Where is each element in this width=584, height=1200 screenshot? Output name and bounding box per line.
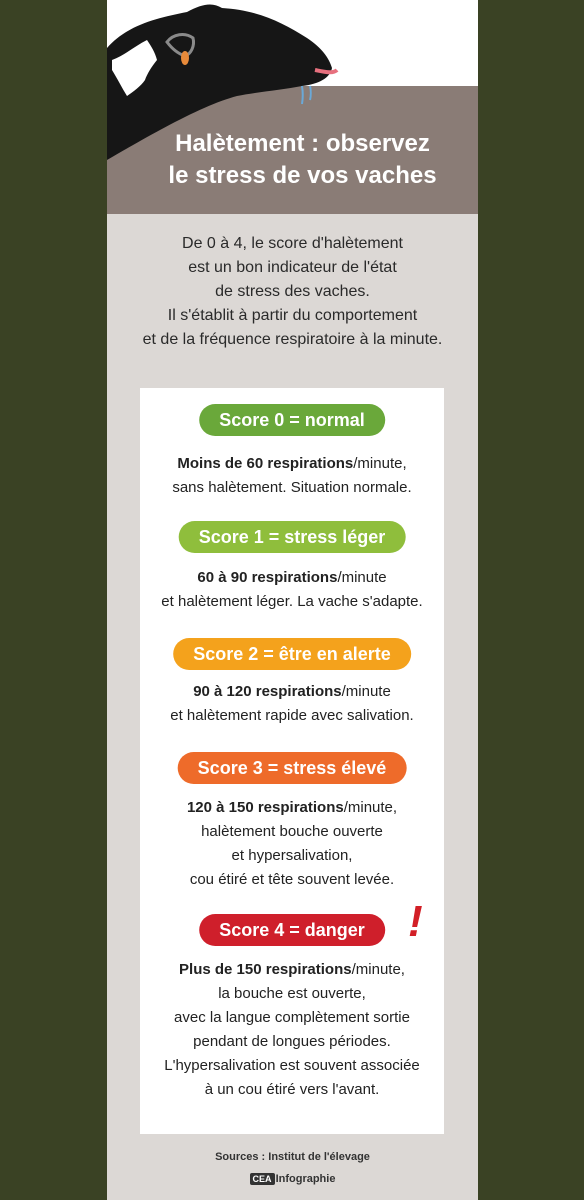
title-line-1: Halètement : observez (175, 130, 430, 157)
score-4-description (140, 958, 444, 1102)
score-2-description (140, 680, 444, 728)
score-1-line: et halètement léger. La vache s'adapte. (161, 593, 423, 610)
publisher-logo: CEA (250, 1173, 275, 1185)
score-4-line: avec la langue complètement sortie (174, 1009, 410, 1026)
header (107, 0, 478, 214)
score-1-unit: /minute (337, 569, 387, 586)
score-4-line: la bouche est ouverte, (218, 985, 366, 1002)
score-2-unit: /minute (341, 683, 391, 700)
score-2-line: et halètement rapide avec salivation. (170, 707, 414, 724)
intro-line: est un bon indicateur de l'état (188, 259, 397, 276)
score-2-badge: Score 2 = être en alerte (173, 638, 411, 670)
footer (107, 1146, 478, 1190)
score-1-rate: 60 à 90 respirations (197, 569, 338, 586)
score-3-line: et hypersalivation, (231, 847, 353, 864)
score-1-description (140, 566, 444, 614)
score-1-badge: Score 1 = stress léger (179, 521, 406, 553)
score-2-rate: 90 à 120 respirations (193, 683, 342, 700)
intro-line: De 0 à 4, le score d'halètement (182, 235, 403, 252)
score-0-rate: Moins de 60 respirations (177, 455, 354, 472)
intro-line: et de la fréquence respiratoire à la minute. (142, 331, 443, 348)
intro-line: de stress des vaches. (215, 283, 370, 300)
score-0-line: sans halètement. Situation normale. (172, 479, 412, 496)
score-3-badge: Score 3 = stress élevé (178, 752, 407, 784)
score-4-line: L'hypersalivation est souvent associée (164, 1057, 420, 1074)
intro-line: Il s'établit à partir du comportement (167, 307, 418, 324)
alert-exclamation-icon: ! (408, 897, 423, 946)
score-3-unit: /minute, (343, 799, 398, 816)
sources-text: Sources : Institut de l'élevage (215, 1151, 370, 1163)
score-4-line: pendant de longues périodes. (193, 1033, 391, 1050)
page-title (107, 128, 478, 192)
credit-line (107, 1168, 478, 1190)
score-4-unit: /minute, (351, 961, 405, 978)
score-4-rate: Plus de 150 respirations (179, 961, 352, 978)
score-0-unit: /minute, (353, 455, 407, 472)
score-3-line: halètement bouche ouverte (201, 823, 383, 840)
intro-text (107, 232, 478, 352)
score-0-badge: Score 0 = normal (199, 404, 385, 436)
credit-text: Infographie (275, 1173, 336, 1185)
score-3-description (140, 796, 444, 892)
infographic-panel (107, 0, 478, 1200)
score-0-description (140, 452, 444, 500)
score-card (140, 388, 444, 1134)
score-3-rate: 120 à 150 respirations (186, 799, 344, 816)
title-line-2: le stress de vos vaches (168, 162, 437, 189)
score-4-badge: Score 4 = danger (199, 914, 385, 946)
score-3-line: cou étiré et tête souvent levée. (189, 871, 395, 888)
score-4-line: à un cou étiré vers l'avant. (204, 1081, 380, 1098)
